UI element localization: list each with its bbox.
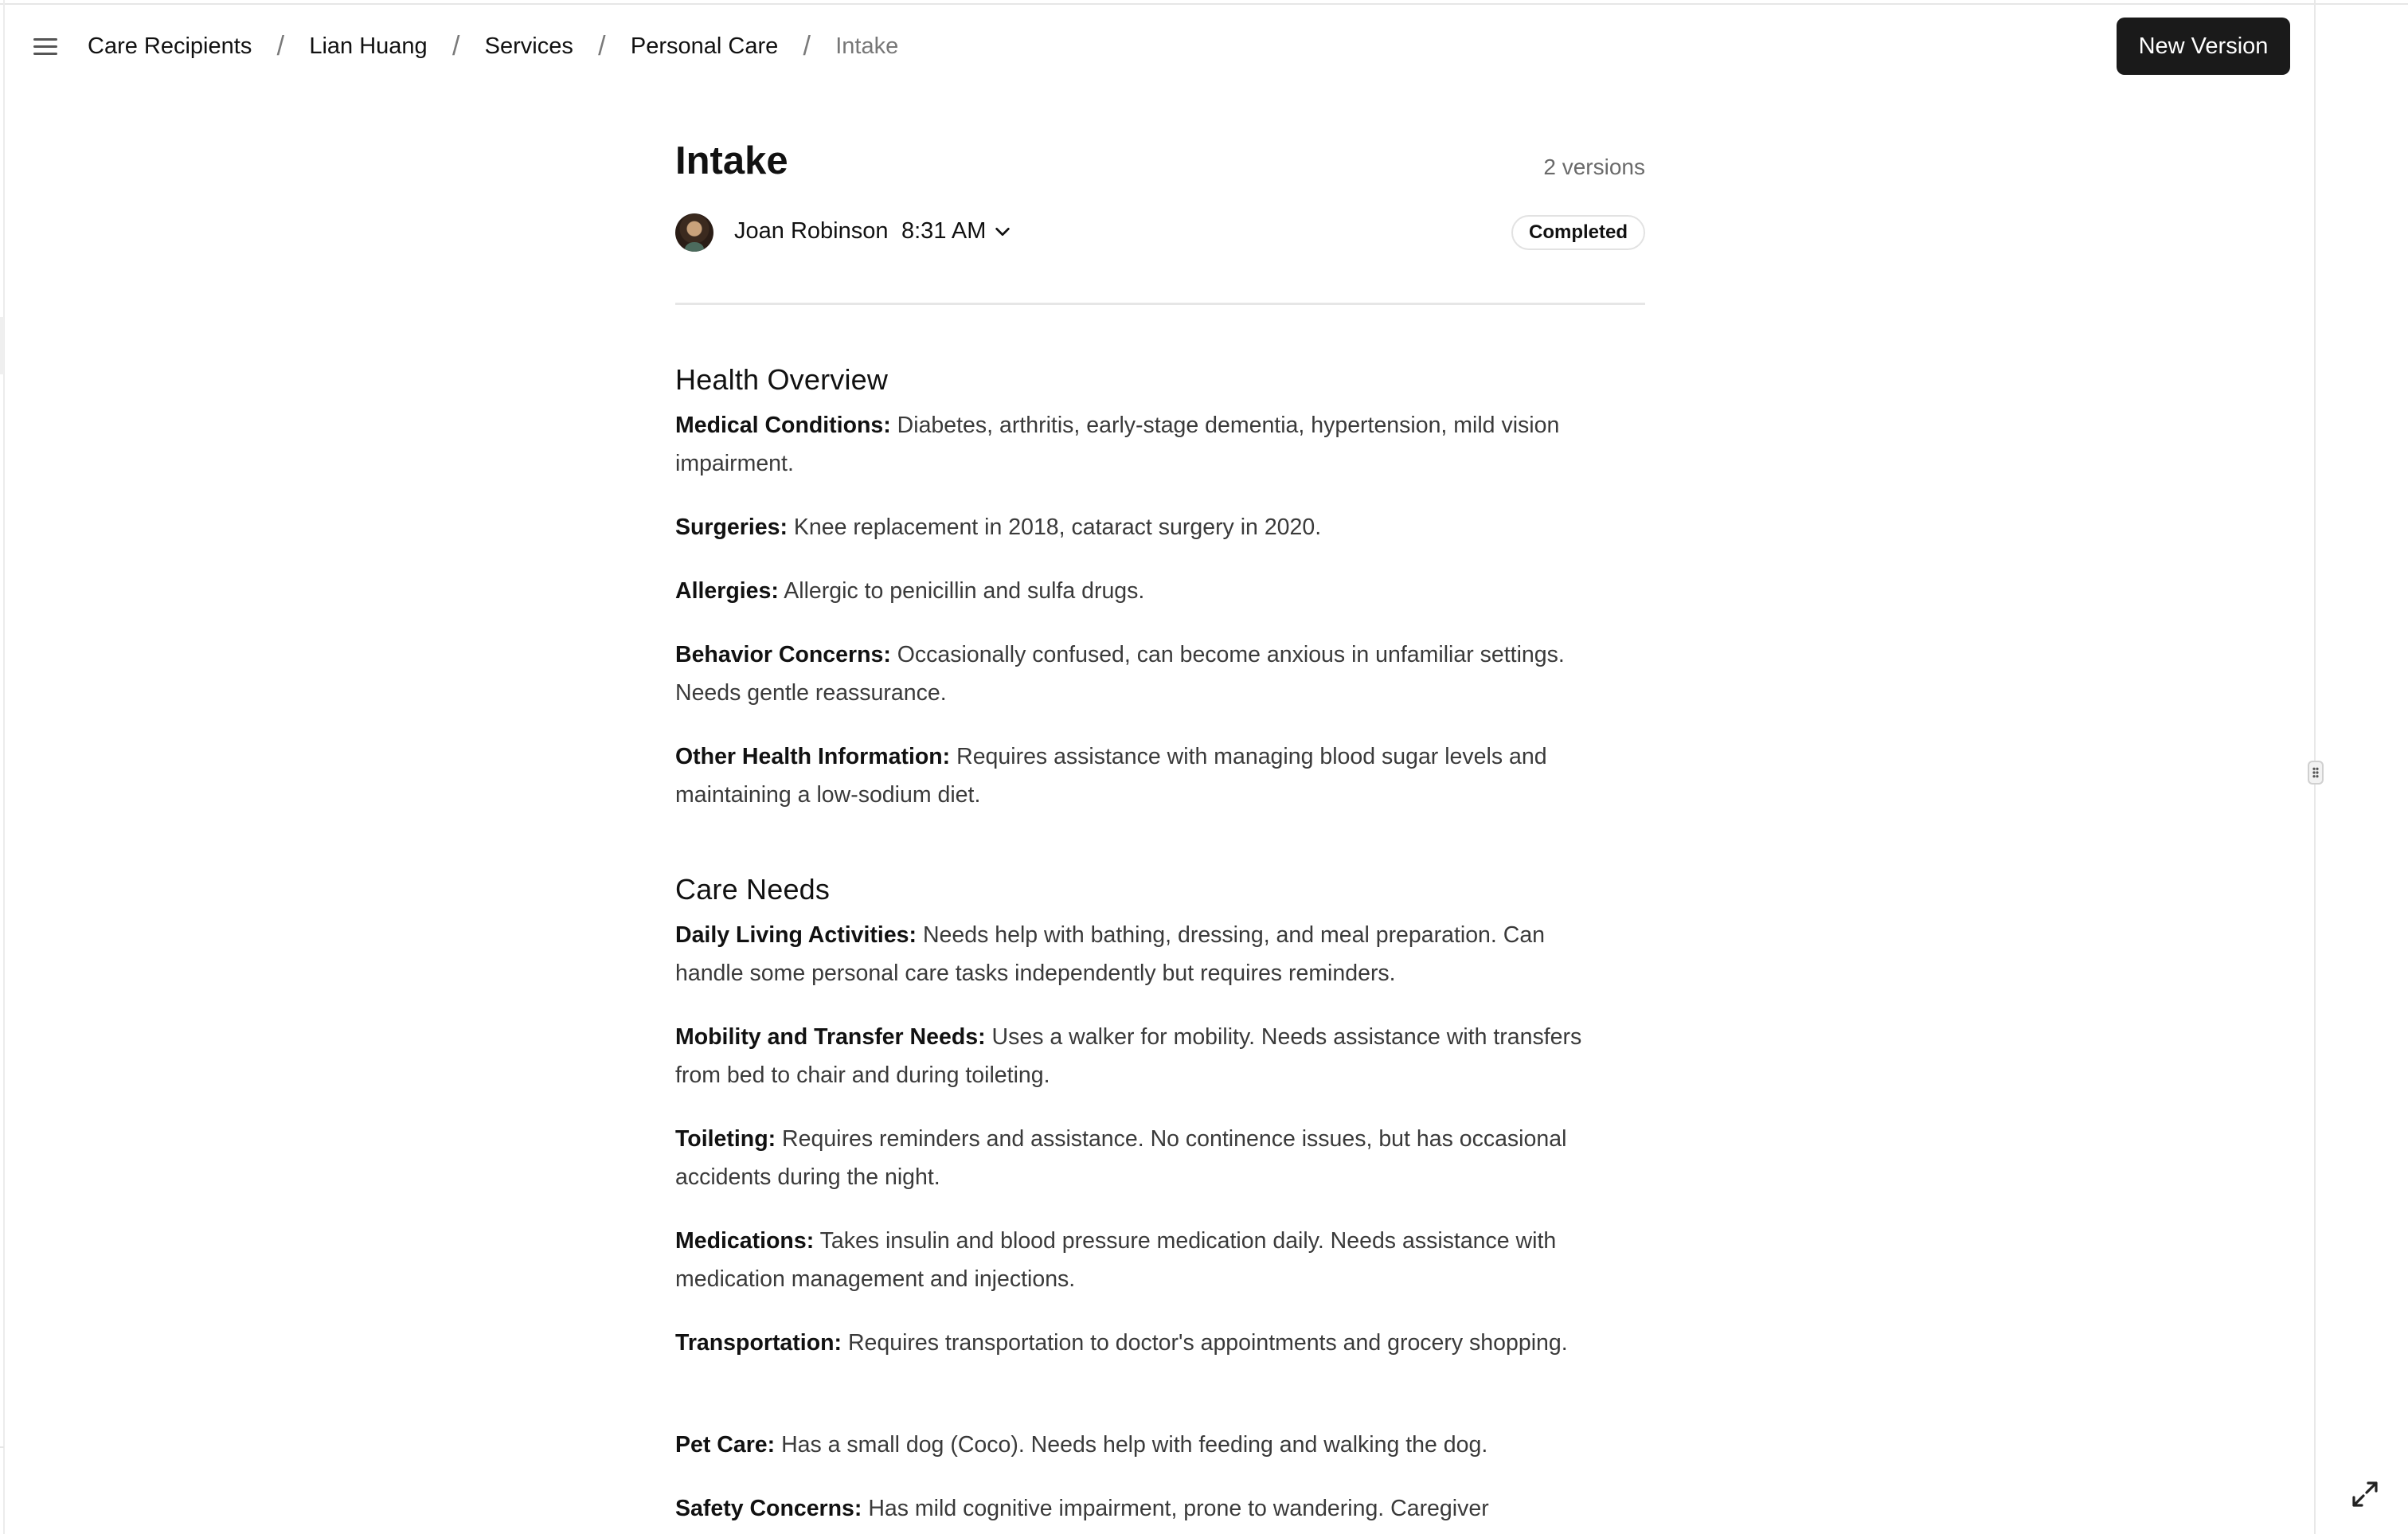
field-label: Mobility and Transfer Needs:: [675, 1024, 986, 1050]
breadcrumb-separator: /: [452, 30, 460, 61]
field-toileting: [675, 1120, 1583, 1196]
field-transportation: [675, 1324, 1583, 1362]
menu-icon[interactable]: [30, 33, 62, 59]
breadcrumb: [88, 29, 898, 64]
version-time-dropdown[interactable]: [901, 218, 1011, 245]
field-value: Has mild cognitive impairment, prone to wandering. Caregiver: [868, 1496, 1489, 1521]
expand-icon[interactable]: [2349, 1478, 2381, 1510]
field-value: Occasionally confused, can become anxious in unfamiliar settings. Needs gentle reassurance.: [675, 642, 1565, 706]
avatar: [675, 213, 713, 252]
field-mobility-transfer-needs: [675, 1018, 1583, 1094]
field-safety-concerns: [675, 1489, 1583, 1528]
new-version-button[interactable]: New Version: [2117, 18, 2290, 75]
field-value: Requires assistance with managing blood sugar levels and maintaining a low-sodium diet.: [675, 744, 1547, 808]
breadcrumb-personal-care[interactable]: Personal Care: [630, 33, 779, 59]
field-pet-care: [675, 1426, 1583, 1464]
field-daily-living-activities: [675, 916, 1583, 992]
field-label: Daily Living Activities:: [675, 922, 917, 948]
field-medications: [675, 1222, 1583, 1298]
field-value: Has a small dog (Coco). Needs help with feeding and walking the dog.: [781, 1432, 1488, 1458]
field-label: Pet Care:: [675, 1432, 776, 1458]
field-value: Requires transportation to doctor's appointments and grocery shopping.: [847, 1330, 1568, 1356]
section-heading-care-needs: Care Needs: [675, 873, 831, 906]
chevron-down-icon: [994, 223, 1011, 241]
field-other-health-information: [675, 738, 1583, 814]
section-heading-health-overview: Health Overview: [675, 363, 889, 396]
left-border: [3, 0, 5, 1534]
drag-handle-icon[interactable]: [2308, 761, 2324, 785]
field-label: Surgeries:: [675, 515, 788, 540]
field-label: Other Health Information:: [675, 744, 951, 769]
field-surgeries: [675, 508, 1583, 546]
author-name: Joan Robinson: [734, 218, 889, 244]
field-label: Allergies:: [675, 578, 779, 604]
breadcrumb-services[interactable]: Services: [484, 33, 573, 59]
breadcrumb-intake: Intake: [835, 33, 899, 59]
field-medical-conditions: [675, 406, 1583, 483]
version-time: 8:31 AM: [901, 218, 987, 244]
left-edge-marker-lower: [0, 1446, 4, 1448]
field-label: Behavior Concerns:: [675, 642, 891, 667]
breadcrumb-care-recipients[interactable]: Care Recipients: [88, 33, 252, 59]
field-value: Knee replacement in 2018, cataract surgery in 2020.: [793, 515, 1322, 540]
breadcrumb-separator: /: [803, 30, 811, 61]
field-value: Uses a walker for mobility. Needs assistance with transfers from bed to chair and during toileting.: [675, 1024, 1582, 1088]
breadcrumb-separator: /: [276, 30, 285, 61]
field-value: Diabetes, arthritis, early-stage dementia, hypertension, mild vision impairment.: [675, 413, 1560, 476]
field-label: Medications:: [675, 1228, 815, 1254]
page-title: Intake: [675, 139, 788, 182]
divider: [675, 303, 1645, 305]
breadcrumb-lian-huang[interactable]: Lian Huang: [309, 33, 428, 59]
breadcrumb-separator: /: [598, 30, 606, 61]
field-label: Transportation:: [675, 1330, 842, 1356]
field-label: Toileting:: [675, 1126, 776, 1152]
versions-count[interactable]: 2 versions: [1543, 155, 1645, 179]
author-row: [675, 212, 1645, 253]
field-label: Medical Conditions:: [675, 413, 891, 438]
field-allergies: [675, 572, 1583, 610]
field-value: Needs help with bathing, dressing, and meal preparation. Can handle some personal care tasks independently but requires reminders.: [675, 922, 1546, 986]
field-value: Takes insulin and blood pressure medication daily. Needs assistance with medication management and injections.: [675, 1228, 1557, 1292]
field-label: Safety Concerns:: [675, 1496, 862, 1521]
field-value: Requires reminders and assistance. No continence issues, but has occasional accidents during the night.: [675, 1126, 1567, 1190]
status-badge: Completed: [1511, 215, 1645, 250]
left-edge-marker: [0, 317, 4, 374]
field-value: Allergic to penicillin and sulfa drugs.: [784, 578, 1145, 604]
top-bar: [0, 5, 2314, 88]
field-behavior-concerns: [675, 636, 1583, 712]
